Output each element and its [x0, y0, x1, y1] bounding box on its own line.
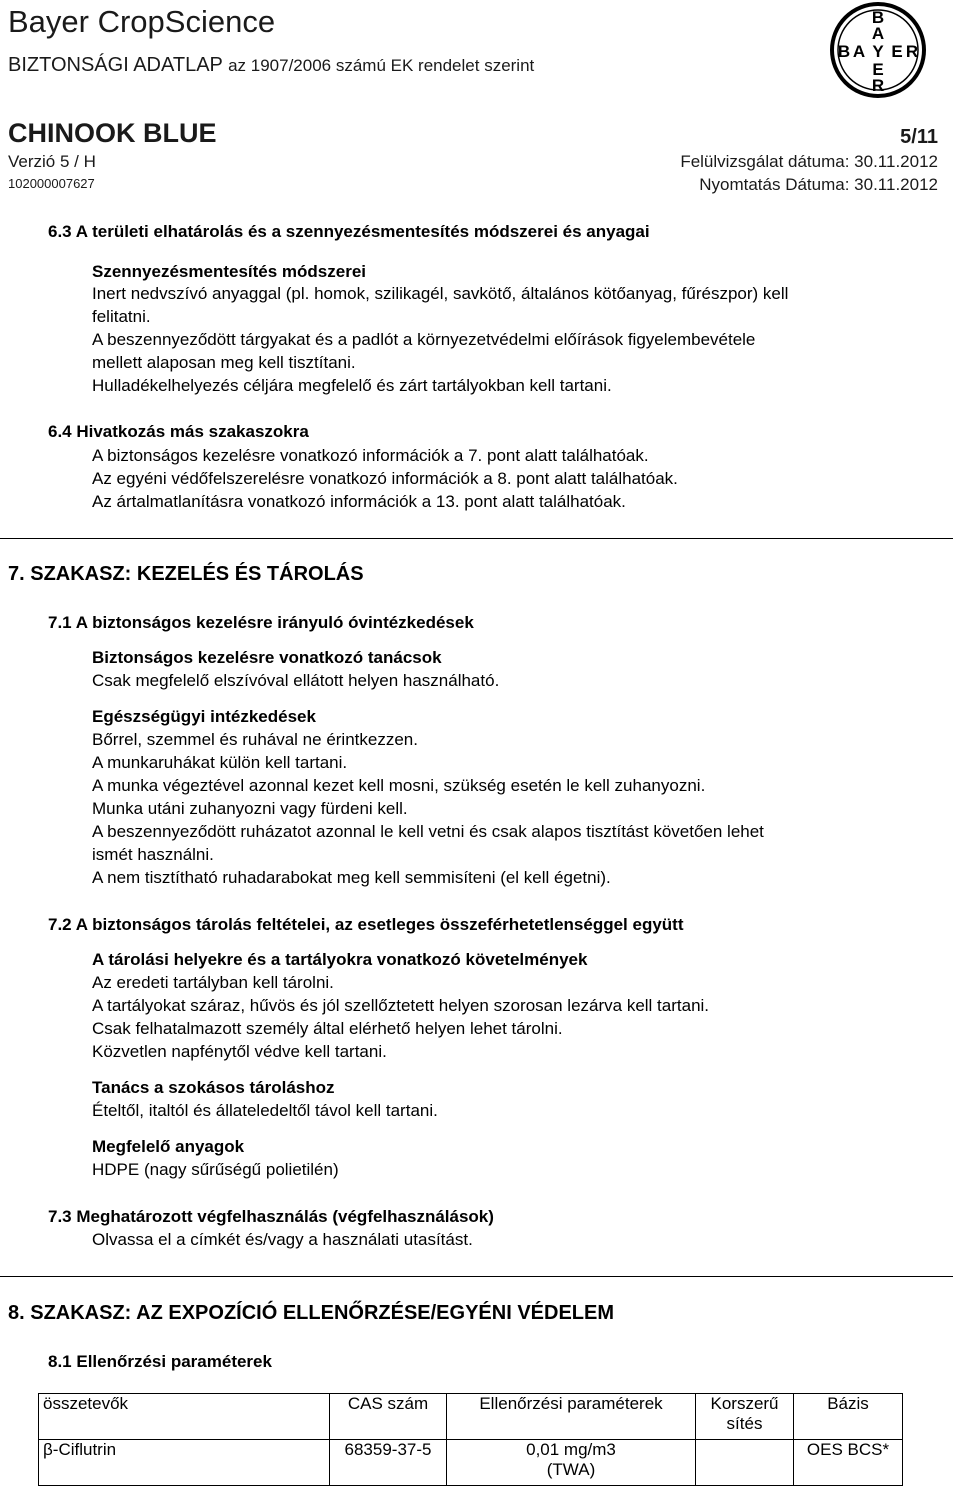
table-header-cell: Korszerű sítés — [696, 1394, 794, 1440]
s7-2-sub1: A tárolási helyekre és a tartályokra vonatkozó követelmények — [92, 950, 588, 969]
product-name: CHINOOK BLUE — [8, 118, 217, 148]
control-parameters-table — [38, 1393, 903, 1486]
table-cell: OES BCS* — [794, 1440, 903, 1486]
s6-3-line: Inert nedvszívó anyaggal (pl. homok, szilikagél, savkötő, általános kötőanyag, fűrészpor) kell — [92, 284, 789, 303]
s6-3-subheading: Szennyezésmentesítés módszerei — [92, 262, 367, 281]
s7-1-sub2: Egészségügyi intézkedések — [92, 707, 316, 726]
table-header-cell: Ellenőrzési paraméterek — [447, 1394, 696, 1440]
s7-heading: 7. SZAKASZ: KEZELÉS ÉS TÁROLÁS — [8, 563, 364, 585]
s7-1-sub2-line: A beszennyeződött ruházatot azonnal le kell vetni és csak alapos tisztítást követően lehet — [92, 822, 764, 841]
s7-2-sub3: Megfelelő anyagok — [92, 1137, 245, 1156]
s7-1-sub2-line: ismét használni. — [92, 845, 214, 864]
s7-3-heading: 7.3 Meghatározott végfelhasználás (végfelhasználások) — [48, 1207, 494, 1226]
print-date: Nyomtatás Dátuma: 30.11.2012 — [699, 175, 938, 194]
s7-2-sub3-line: HDPE (nagy sűrűségű polietilén) — [92, 1160, 339, 1179]
page-number: 5/11 — [900, 126, 938, 148]
s6-3-heading: 6.3 A területi elhatárolás és a szennyezésmentesítés módszerei és anyagai — [48, 222, 650, 241]
table-cell: 68359-37-5 — [330, 1440, 447, 1486]
table-header-cell: CAS szám — [330, 1394, 447, 1440]
section-divider — [0, 538, 953, 539]
svg-text:E: E — [891, 42, 903, 61]
s7-1-sub2-line: Bőrrel, szemmel és ruhával ne érintkezzen. — [92, 730, 418, 749]
s7-2-sub2: Tanács a szokásos tároláshoz — [92, 1078, 335, 1097]
s7-1-sub2-line: A nem tisztítható ruhadarabokat meg kell semmisíteni (el kell égetni). — [92, 868, 611, 887]
bayer-cross-logo — [828, 0, 928, 100]
sds-title: BIZTONSÁGI ADATLAP — [8, 54, 223, 76]
s6-3-line: Hulladékelhelyezés céljára megfelelő és zárt tartályokban kell tartani. — [92, 376, 612, 395]
table-header-row — [39, 1394, 903, 1440]
table-cell — [696, 1440, 794, 1486]
s8-heading: 8. SZAKASZ: AZ EXPOZÍCIÓ ELLENŐRZÉSE/EGYÉNI VÉDELEM — [8, 1302, 614, 1324]
table-cell — [447, 1440, 696, 1486]
table-cell: β-Ciflutrin — [39, 1440, 330, 1486]
s6-3-line: A beszennyeződött tárgyakat és a padlót a környezetvédelmi előírások figyelembevétele — [92, 330, 756, 349]
s6-4-line: Az egyéni védőfelszerelésre vonatkozó információk a 8. pont alatt találhatóak. — [92, 469, 678, 488]
revision-date: Felülvizsgálat dátuma: 30.11.2012 — [680, 152, 938, 171]
s7-2-heading: 7.2 A biztonságos tárolás feltételei, az esetleges összeférhetetlenséggel együtt — [48, 915, 684, 934]
svg-text:Y: Y — [872, 42, 884, 61]
version: Verzió 5 / H — [8, 152, 96, 171]
svg-text:A: A — [871, 24, 885, 43]
svg-text:E: E — [872, 60, 884, 79]
s7-1-sub2-line: A munka végeztével azonnal kezet kell mosni, szükség esetén le kell zuhanyozni. — [92, 776, 706, 795]
s7-2-sub2-line: Ételtől, italtól és állateledeltől távol kell tartani. — [92, 1101, 438, 1120]
company-name: Bayer CropScience — [8, 4, 276, 39]
sds-title-line — [8, 54, 534, 77]
s7-3-line: Olvassa el a címkét és/vagy a használati utasítást. — [92, 1230, 473, 1249]
table-cell-text: 0,01 mg/m3 (TWA) — [526, 1440, 616, 1479]
svg-text:A: A — [852, 42, 866, 61]
s7-1-sub2-line: Munka utáni zuhanyozni vagy fürdeni kell. — [92, 799, 408, 818]
svg-text:R: R — [905, 42, 919, 61]
regulation-text: az 1907/2006 számú EK rendelet szerint — [228, 56, 535, 75]
s7-1-sub1-line: Csak megfelelő elszívóval ellátott helyen használható. — [92, 671, 500, 690]
table-header-cell: Bázis — [794, 1394, 903, 1440]
s7-2-sub1-line: A tartályokat száraz, hűvös és jól szellőztetett helyen szorosan lezárva kell tartani. — [92, 996, 710, 1015]
svg-text:B: B — [871, 8, 885, 27]
section-divider — [0, 1276, 953, 1277]
table-row — [39, 1440, 903, 1486]
s6-3-line: felitatni. — [92, 307, 151, 326]
svg-text:R: R — [871, 76, 885, 95]
s7-2-sub1-line: Az eredeti tartályban kell tárolni. — [92, 973, 334, 992]
s7-2-sub1-line: Közvetlen napfénytől védve kell tartani. — [92, 1042, 387, 1061]
svg-text:B: B — [837, 42, 851, 61]
s8-1-heading: 8.1 Ellenőrzési paraméterek — [48, 1352, 272, 1371]
s7-1-sub2-line: A munkaruhákat külön kell tartani. — [92, 753, 348, 772]
s6-4-line: A biztonságos kezelésre vonatkozó információk a 7. pont alatt találhatóak. — [92, 446, 649, 465]
s7-1-sub1: Biztonságos kezelésre vonatkozó tanácsok — [92, 648, 442, 667]
table-header-cell: összetevők — [39, 1394, 330, 1440]
s6-4-line: Az ártalmatlanításra vonatkozó információk a 13. pont alatt találhatóak. — [92, 492, 626, 511]
s7-1-heading: 7.1 A biztonságos kezelésre irányuló óvintézkedések — [48, 613, 474, 632]
s7-2-sub1-line: Csak felhatalmazott személy által elérhető helyen lehet tárolni. — [92, 1019, 563, 1038]
s6-3-line: mellett alaposan meg kell tisztítani. — [92, 353, 356, 372]
document-code: 102000007627 — [8, 176, 95, 191]
s6-4-heading: 6.4 Hivatkozás más szakaszokra — [48, 422, 309, 441]
